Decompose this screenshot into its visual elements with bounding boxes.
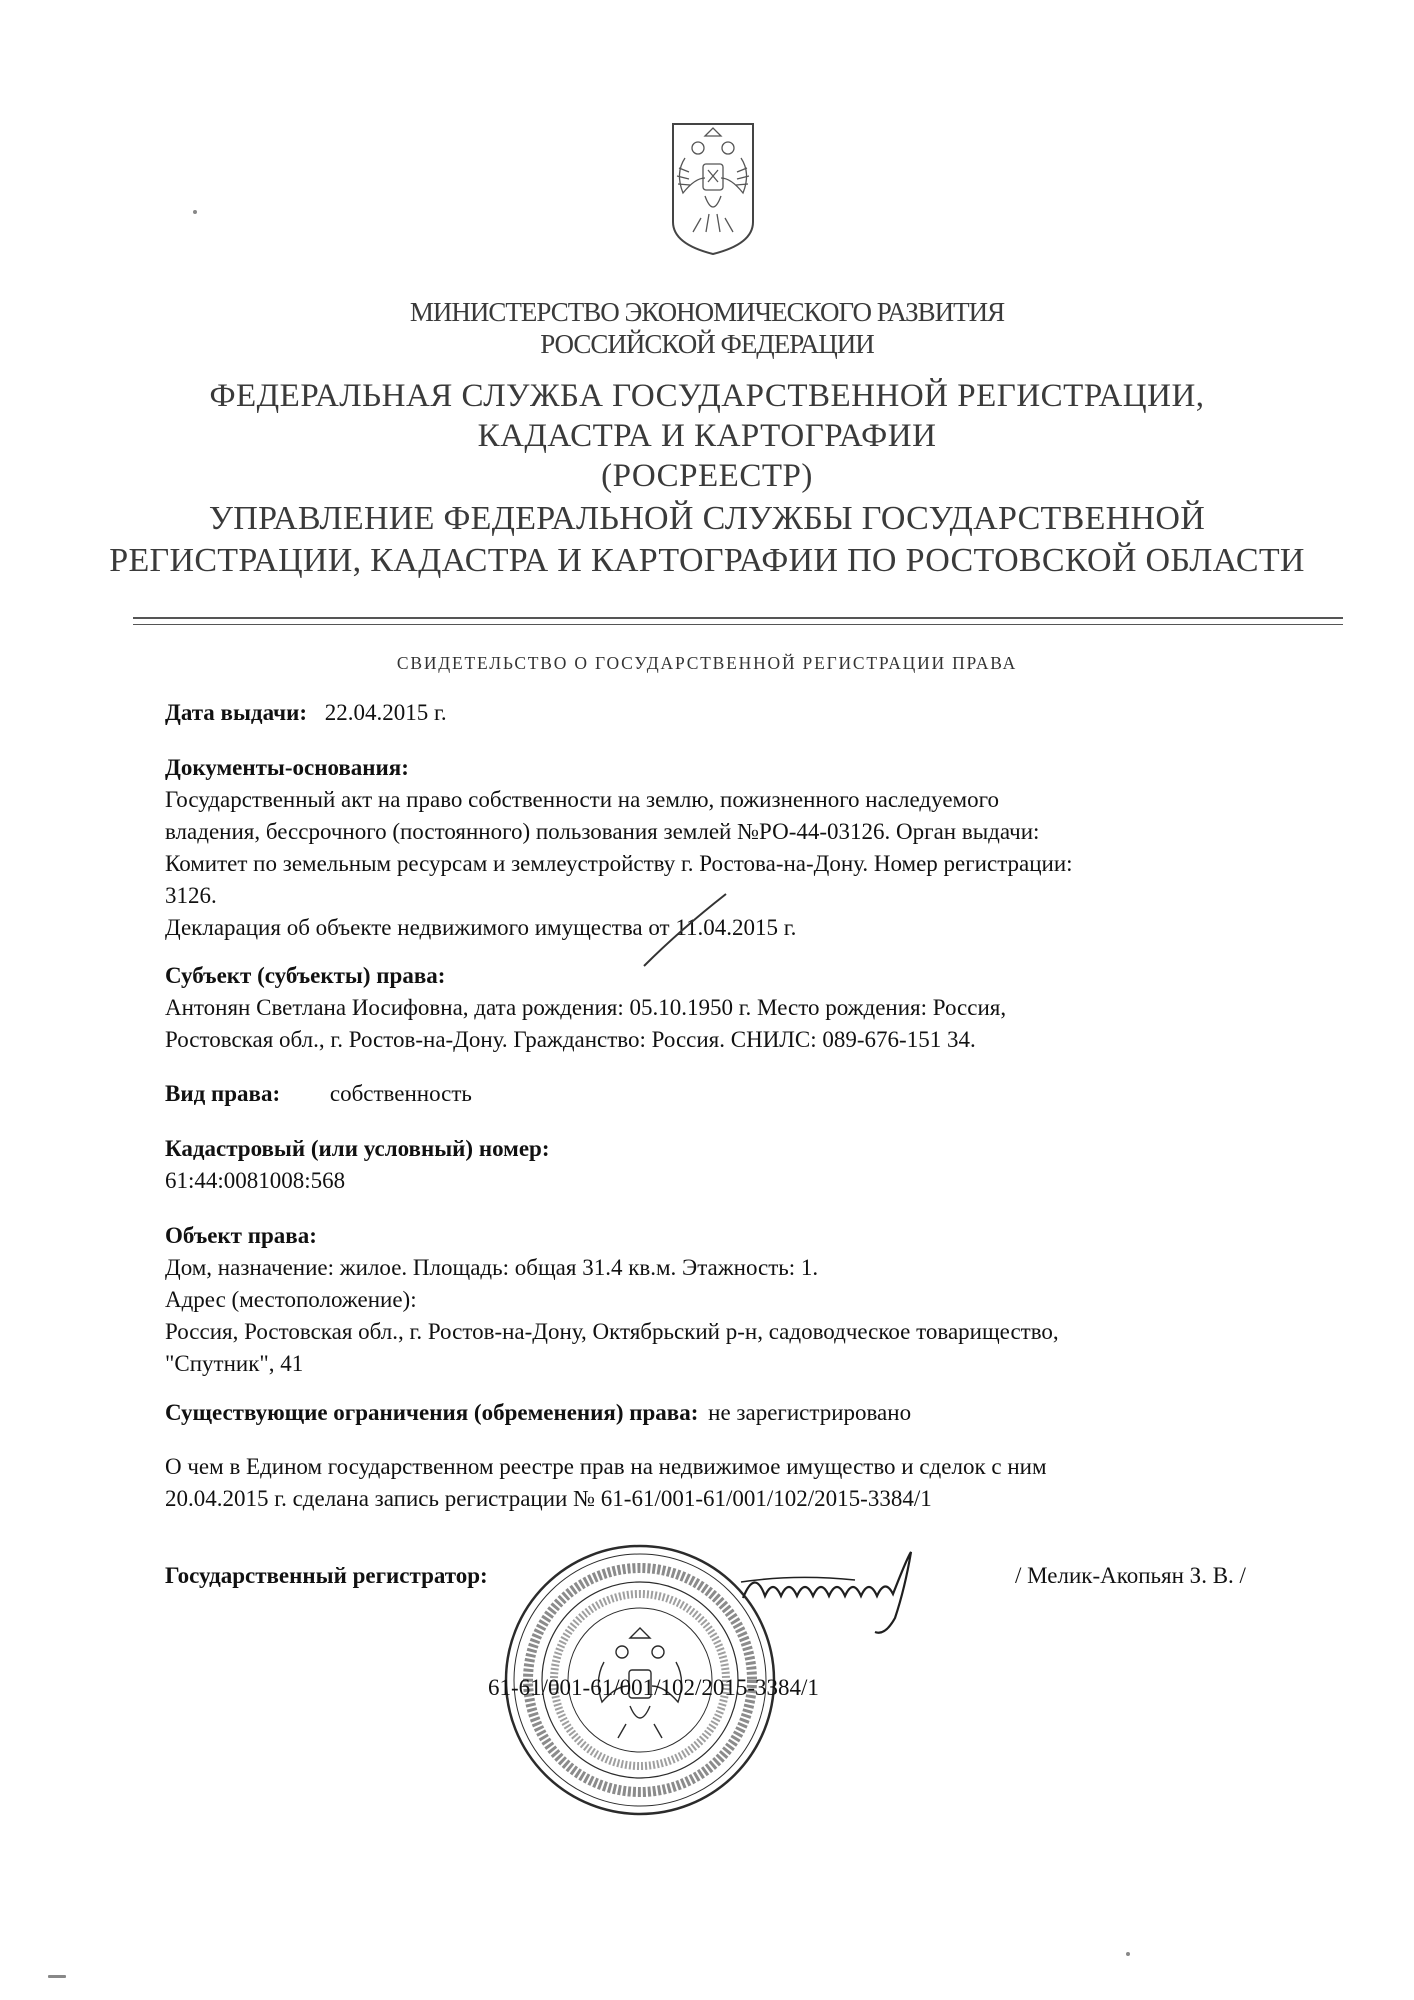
registrar-signature-icon: [735, 1548, 925, 1638]
right-type-value: собственность: [329, 1081, 472, 1106]
pen-mark-icon: [640, 890, 730, 970]
basis-line-1: Государственный акт на право собственности на землю, пожизненного наследуемого: [165, 787, 999, 812]
double-headed-eagle-emblem-icon: [665, 118, 761, 258]
cadastral-label: Кадастровый (или условный) номер:: [165, 1136, 550, 1161]
header-rule-top: [133, 617, 1343, 619]
service-line-2: КАДАСТРА И КАРТОГРАФИИ: [477, 418, 937, 454]
scan-speck: [193, 210, 197, 214]
restrictions-row: [165, 1397, 911, 1429]
document-title: СВИДЕТЕЛЬСТВО О ГОСУДАРСТВЕННОЙ РЕГИСТРАЦИИ ПРАВА: [396, 653, 1018, 673]
subjects-section: [165, 960, 1006, 1056]
basis-line-2: владения, бессрочного (постоянного) пользования землей №РО-44-03126. Орган выдачи:: [165, 819, 1040, 844]
scan-speck: [1126, 1952, 1130, 1956]
object-line-2: Адрес (местоположение):: [165, 1287, 417, 1312]
object-line-4: "Спутник", 41: [165, 1351, 304, 1376]
right-type-row: [165, 1078, 472, 1110]
basis-documents-section: [165, 752, 1073, 944]
header-rule-bottom: [133, 624, 1343, 625]
registrar-name: / Мелик-Акопьян З. В. /: [1015, 1563, 1246, 1588]
service-line-3: (РОСРЕЕСТР): [601, 458, 813, 494]
record-section: [165, 1451, 1047, 1515]
object-line-3: Россия, Ростовская обл., г. Ростов-на-Дону, Октябрьский р-н, садоводческое товарищество,: [165, 1319, 1059, 1344]
issue-date-row: [165, 697, 447, 729]
record-line-1: О чем в Едином государственном реестре прав на недвижимое имущество и сделок с ним: [165, 1454, 1047, 1479]
object-section: [165, 1220, 1059, 1380]
basis-documents-label: Документы-основания:: [165, 755, 409, 780]
basis-line-3: Комитет по земельным ресурсам и землеустройству г. Ростова-на-Дону. Номер регистрации:: [165, 851, 1073, 876]
object-line-1: Дом, назначение: жилое. Площадь: общая 31.4 кв.м. Этажность: 1.: [165, 1255, 819, 1280]
ministry-line-2: РОССИЙСКОЙ ФЕДЕРАЦИИ: [540, 329, 874, 359]
right-type-label: Вид права:: [165, 1081, 281, 1106]
subjects-line-1: Антонян Светлана Иосифовна, дата рождения: 05.10.1950 г. Место рождения: Россия,: [165, 995, 1007, 1020]
restrictions-label: Существующие ограничения (обременения) права:: [165, 1400, 699, 1425]
issue-date-label: Дата выдачи:: [165, 700, 308, 725]
restrictions-value: не зарегистрировано: [708, 1400, 912, 1425]
basis-line-5: Декларация об объекте недвижимого имущества от 11.04.2015 г.: [165, 915, 797, 940]
service-line-1: ФЕДЕРАЛЬНАЯ СЛУЖБА ГОСУДАРСТВЕННОЙ РЕГИСТРАЦИИ,: [209, 378, 1205, 414]
ministry-line-1: МИНИСТЕРСТВО ЭКОНОМИЧЕСКОГО РАЗВИТИЯ: [409, 297, 1005, 327]
department-line-2: РЕГИСТРАЦИИ, КАДАСТРА И КАРТОГРАФИИ ПО РОСТОВСКОЙ ОБЛАСТИ: [109, 542, 1305, 579]
cadastral-value: 61:44:0081008:568: [165, 1168, 346, 1193]
service-header: [0, 376, 1414, 496]
record-line-2: 20.04.2015 г. сделана запись регистрации № 61-61/001-61/001/102/2015-3384/1: [165, 1486, 932, 1511]
subjects-line-2: Ростовская обл., г. Ростов-на-Дону. Гражданство: Россия. СНИЛС: 089-676-151 34.: [165, 1027, 976, 1052]
registrar-label: Государственный регистратор:: [165, 1563, 488, 1588]
ministry-header: [0, 296, 1414, 360]
scan-speck: [48, 1975, 66, 1978]
subjects-label: Субъект (субъекты) права:: [165, 963, 446, 988]
department-line-1: УПРАВЛЕНИЕ ФЕДЕРАЛЬНОЙ СЛУЖБЫ ГОСУДАРСТВЕННОЙ: [208, 500, 1206, 537]
cadastral-section: [165, 1133, 549, 1197]
basis-line-4: 3126.: [165, 883, 217, 908]
stamp-registration-number: 61-61/001-61/001/102/2015-3384/1: [488, 1675, 819, 1700]
department-header: [0, 498, 1414, 582]
issue-date-value: 22.04.2015 г.: [324, 700, 447, 725]
object-label: Объект права:: [165, 1223, 317, 1248]
